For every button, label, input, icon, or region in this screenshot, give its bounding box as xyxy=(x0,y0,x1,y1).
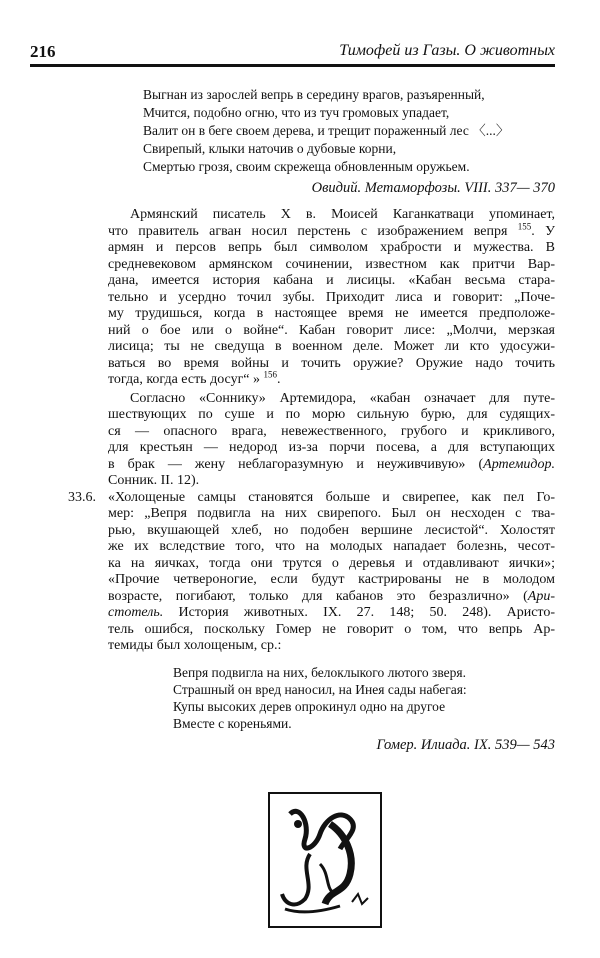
text-line: ний о бое или о войне“. Кабан говорит лисе: „Молчи, мерзкая xyxy=(108,322,555,338)
poem-line: Мчится, подобно огню, что из туч громовых упадает, xyxy=(143,105,450,120)
poem-line: Выгнан из зарослей вепрь в середину врагов, разъяренный, xyxy=(143,87,485,102)
poem-line: Вместе с кореньями. xyxy=(173,716,292,731)
poem-line: Купы высоких дерев опрокинул одно на другое xyxy=(173,699,446,714)
text-line: темиды был холощеным, ср.: xyxy=(108,638,282,653)
text: «Холощеные самцы становятся больше и свирепее, как пел Го- xyxy=(108,489,555,505)
text: тогда, когда есть досуг“ » xyxy=(108,372,261,387)
text-line: Согласно «Соннику» Артемидора, «кабан означает для путе- xyxy=(130,390,555,406)
source-author: стотель. xyxy=(108,605,164,620)
decorative-illustration xyxy=(268,792,382,928)
epigraph-poem-ovid xyxy=(143,86,509,176)
text-line: армян и персов вепрь был символом храбрости и мужества. В xyxy=(108,240,555,255)
text-line: для крестьян — недород из-за порчи посева, а для вступающих xyxy=(108,440,555,455)
text: что правитель агван носил перстень с изображением вепря xyxy=(108,223,508,239)
text-line: Армянский писатель X в. Моисей Каганкатваци упоминает, xyxy=(130,207,555,222)
text-line: лисица; ты не сведуща в военном деле. Может ли кто удосужи- xyxy=(108,339,555,354)
text-line xyxy=(108,369,555,389)
page-number: 216 xyxy=(30,42,56,61)
main-text xyxy=(68,207,555,655)
poem-line: Страшный он вред наносил, на Инея сады набегая: xyxy=(173,682,467,697)
poem-line: Смертью грозя, своим скрежеща обновленным оружьем. xyxy=(143,159,470,174)
boar-vignette-icon xyxy=(270,794,380,926)
footnote-ref[interactable]: 156 xyxy=(263,369,278,380)
text-line: «Прочие четвероногие, если будут кастрированы не в молодом xyxy=(108,572,555,587)
poem-line: Вепря подвигла на них, белоклыкого лютого зверя. xyxy=(173,665,466,680)
text-line: средневековом армянском сочинении, известном как притчи Вар- xyxy=(108,256,555,272)
text-line: рью, вкушающей хлеб, но подобен вершине лесистой“. Холостят xyxy=(108,522,555,538)
text-line xyxy=(108,220,555,241)
text-line: ваться во время войны и точить оружие? Оружие надо точить xyxy=(108,355,555,371)
text: . xyxy=(277,372,281,387)
text-line xyxy=(108,605,555,622)
section-number: 33.6. xyxy=(68,489,96,505)
text: в брак — жену неблагоразумную и неуживчивую» ( xyxy=(108,456,484,472)
text: История животных. IX. 27. 148; 50. 248). Аристо- xyxy=(163,605,555,620)
poem-line: Валит он в беге своем дерева, и трещит пораженный лес 〈...〉 xyxy=(143,123,510,138)
text-line: шествующих по суше и по морю сильную бурю, для судящих- xyxy=(108,407,555,422)
text: возрасте, погибают, только для кабанов это безразлично» ( xyxy=(108,588,528,604)
text-line: тель ошибся, поскольку Гомер не говорит о том, что вепрь Ар- xyxy=(108,621,555,637)
quoted-poem-homer xyxy=(173,664,467,732)
text-line: Сонник. II. 12). xyxy=(108,473,200,488)
text-line: ся — опасного врага, невежественного, грубого и крикливого, xyxy=(108,423,555,439)
source-author: Артемидор. xyxy=(483,456,555,472)
text: . У xyxy=(531,223,555,239)
running-title: Тимофей из Газы. О животных xyxy=(339,42,555,59)
text-line xyxy=(68,489,555,507)
text-line xyxy=(108,589,555,606)
footnote-ref[interactable]: 155 xyxy=(517,220,532,231)
text-line: мер: „Вепря подвигла на них свирепого. Был он несходен с тва- xyxy=(108,506,555,521)
text-line: же их вследствие того, что на молодых нападает болезнь, чесот- xyxy=(108,539,555,554)
text-line: му трудишься, когда в настоящее время не имеется предположе- xyxy=(108,306,555,321)
source-author: Ари- xyxy=(527,588,555,604)
poem-citation: Гомер. Илиада. IX. 539— 543 xyxy=(376,737,555,753)
poem-line: Свирепый, клыки наточив о дубовые корни, xyxy=(143,141,397,156)
text-line xyxy=(108,457,555,474)
poem-citation: Овидий. Метаморфозы. VIII. 337— 370 xyxy=(311,180,555,196)
text-line: дана, имеется история кабана и лисицы. «Кабан весьма стара- xyxy=(108,273,555,288)
text-line: тельно и усердно точил зубы. Приходит лиса и говорит: „Поче- xyxy=(108,289,555,305)
header-rule xyxy=(30,64,555,67)
text-line: ка на яичках, тогда они трутся о деревья и отдавливают яички»; xyxy=(108,555,555,571)
